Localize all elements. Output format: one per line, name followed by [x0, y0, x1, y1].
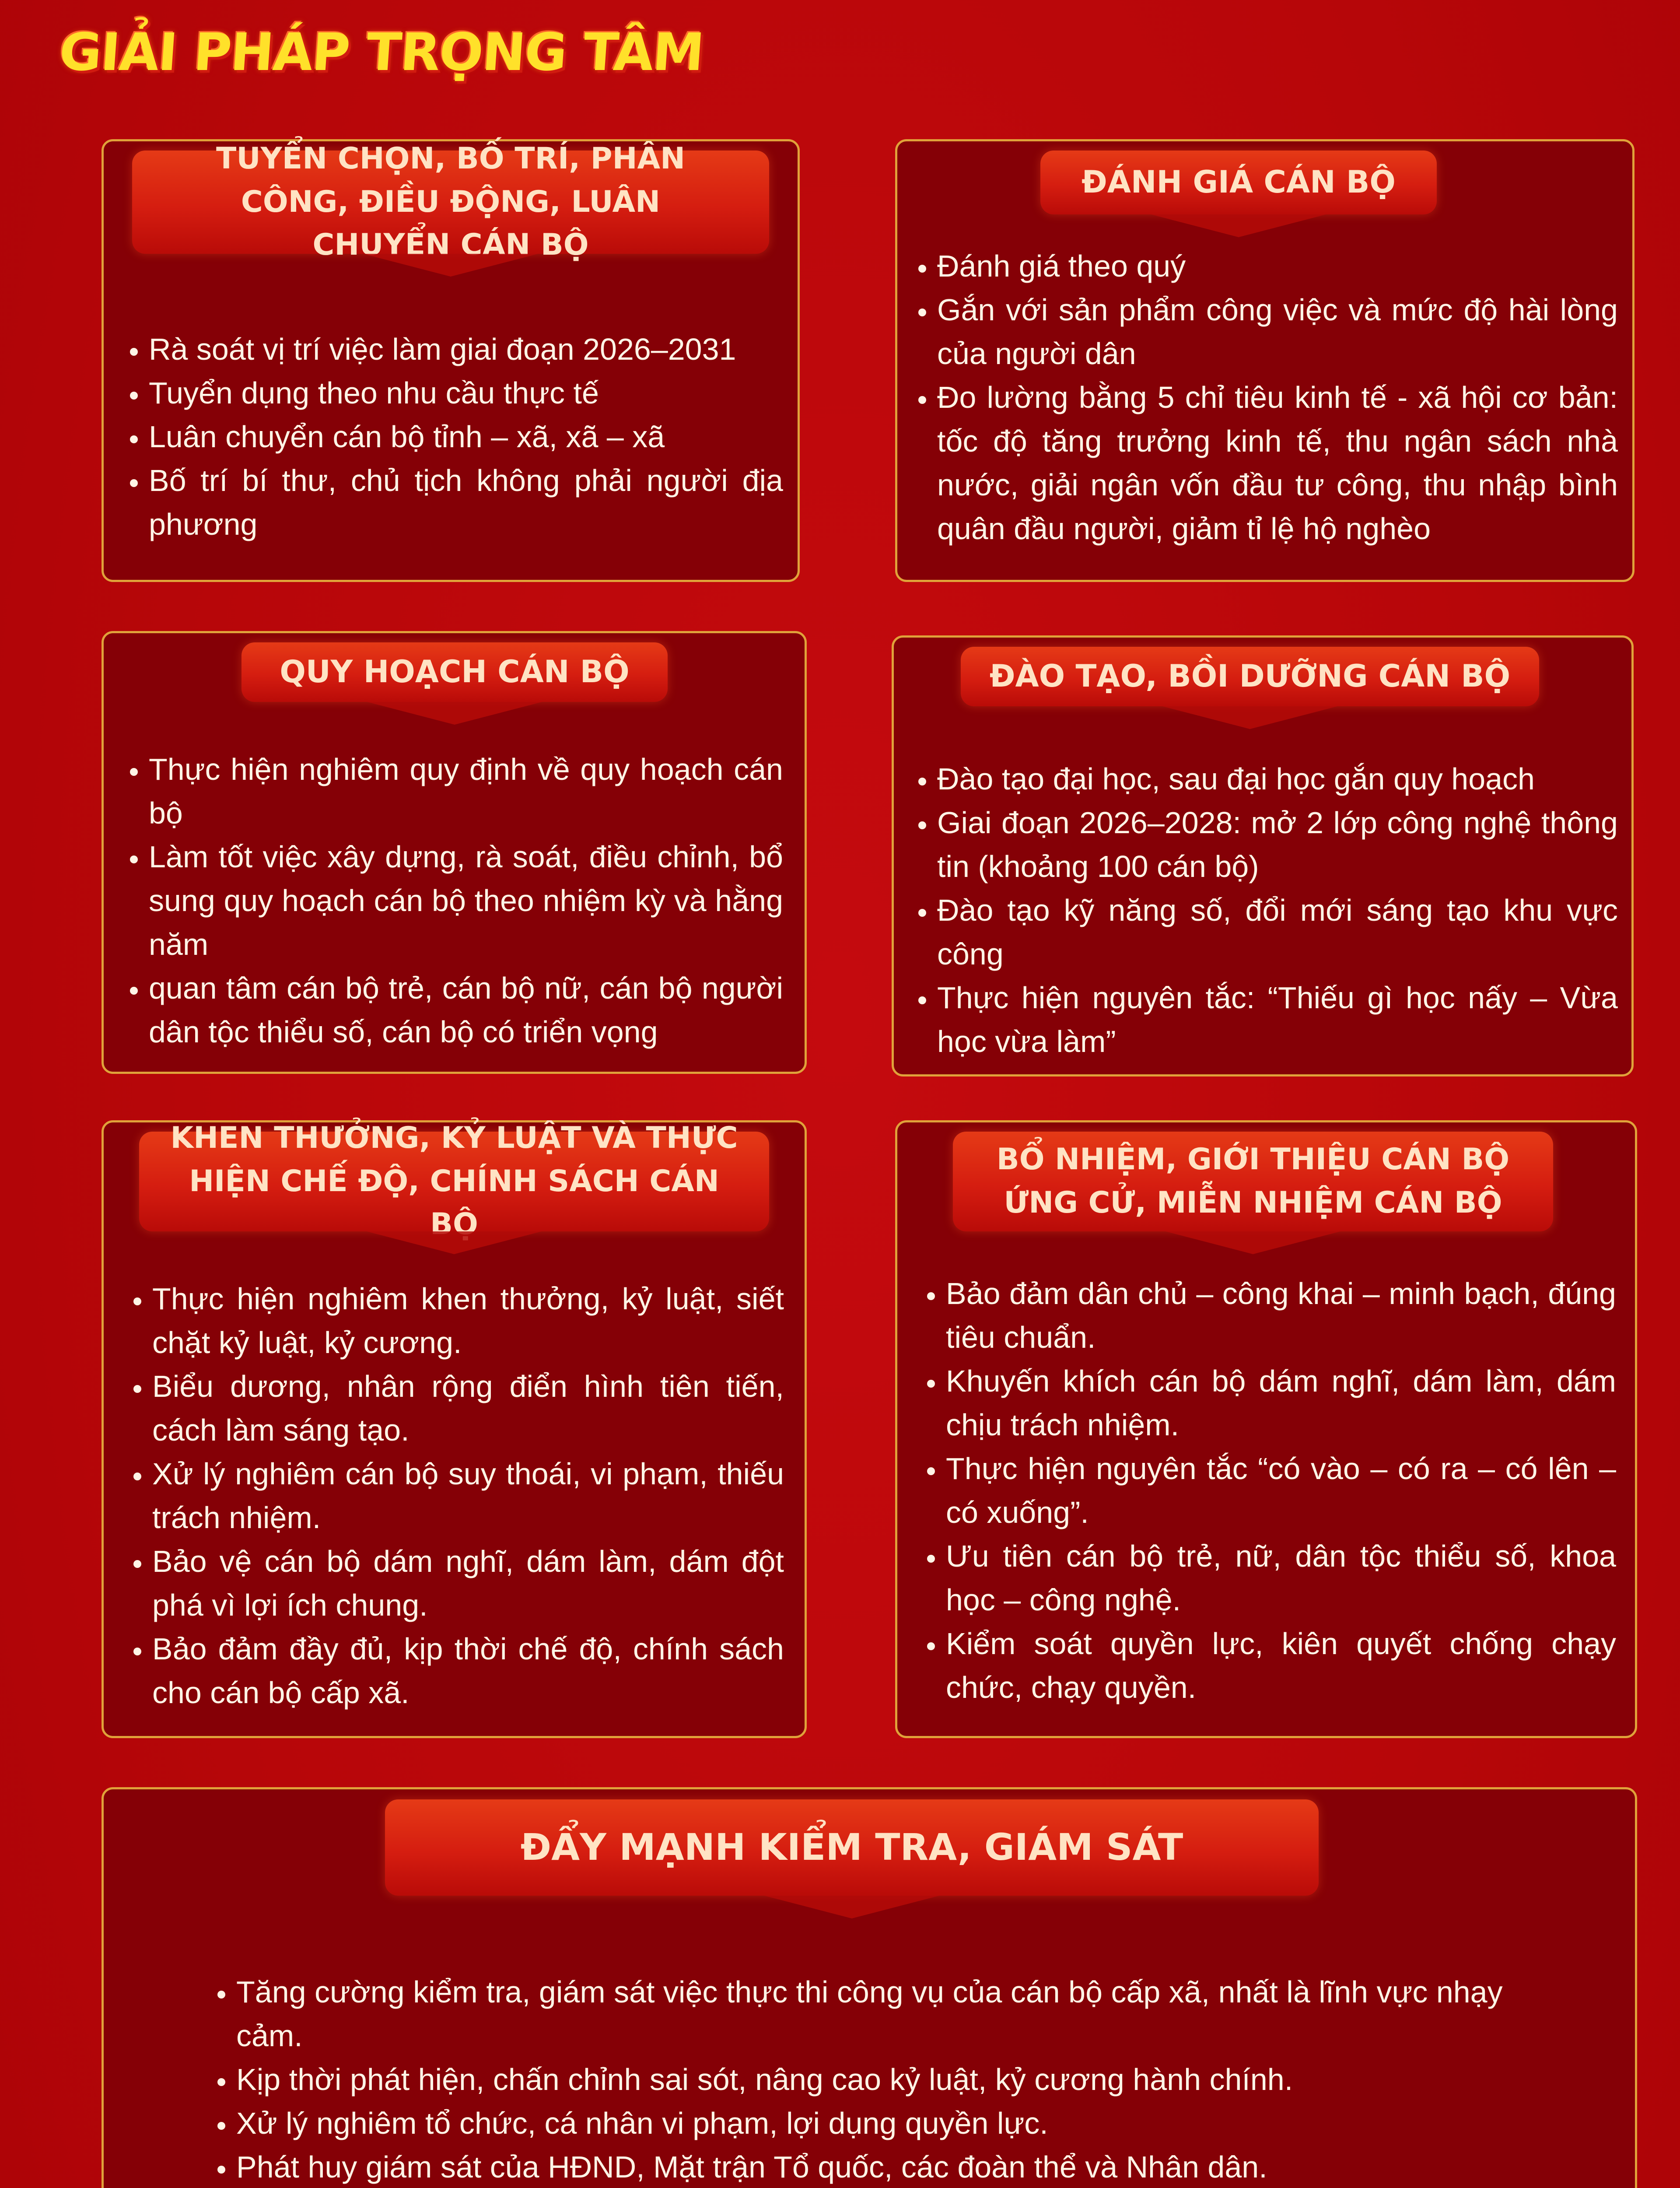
list-item: • Phát huy giám sát của HĐND, Mặt trận Tổ quốc, các đoàn thể và Nhân dân.	[236, 2145, 1575, 2188]
section-heading-planning: QUY HOẠCH CÁN BỘ	[242, 642, 668, 702]
section-heading-inspection: ĐẨY MẠNH KIỂM TRA, GIÁM SÁT	[385, 1799, 1319, 1896]
list-item: • Đo lường bằng 5 chỉ tiêu kinh tế - xã hội cơ bản: tốc độ tăng trưởng kinh tế, thu ngân sách nhà nước, giải ngân vốn đầu tư công, thu nhập bình quân đầu người, giảm tỉ lệ hộ nghèo	[937, 375, 1618, 551]
list-item: • Bảo đảm dân chủ – công khai – minh bạch, đúng tiêu chuẩn.	[946, 1272, 1616, 1359]
list-item: • Xử lý nghiêm cán bộ suy thoái, vi phạm, thiếu trách nhiệm.	[152, 1452, 784, 1539]
list-item: • Bố trí bí thư, chủ tịch không phải người địa phương	[149, 459, 783, 546]
section-heading-appointment: BỔ NHIỆM, GIỚI THIỆU CÁN BỘ ỨNG CỬ, MIỄN NHIỆM CÁN BỘ	[953, 1132, 1553, 1231]
list-item: • Làm tốt việc xây dựng, rà soát, điều chỉnh, bổ sung quy hoạch cán bộ theo nhiệm kỳ và hằng năm	[149, 835, 783, 966]
list-item: • Giai đoạn 2026–2028: mở 2 lớp công nghệ thông tin (khoảng 100 cán bộ)	[937, 801, 1618, 888]
section-list-rewards	[152, 1277, 784, 1715]
section-heading-rewards: KHEN THƯỞNG, KỶ LUẬT VÀ THỰC HIỆN CHẾ ĐỘ, CHÍNH SÁCH CÁN BỘ	[139, 1132, 769, 1231]
list-item: • Rà soát vị trí việc làm giai đoạn 2026–2031	[149, 327, 783, 371]
section-list-inspection	[236, 1970, 1575, 2188]
section-heading-evaluation: ĐÁNH GIÁ CÁN BỘ	[1040, 151, 1437, 214]
list-item: • Thực hiện nghiêm quy định về quy hoạch cán bộ	[149, 747, 783, 835]
list-item: • Biểu dương, nhân rộng điển hình tiên tiến, cách làm sáng tạo.	[152, 1364, 784, 1452]
list-item: • Kiểm soát quyền lực, kiên quyết chống chạy chức, chạy quyền.	[946, 1622, 1616, 1709]
list-item: • Bảo đảm đầy đủ, kịp thời chế độ, chính sách cho cán bộ cấp xã.	[152, 1627, 784, 1715]
page-title: GIẢI PHÁP TRỌNG TÂM	[57, 22, 706, 82]
list-item: • Tăng cường kiểm tra, giám sát việc thực thi công vụ của cán bộ cấp xã, nhất là lĩnh vực nhạy cảm.	[236, 1970, 1575, 2058]
list-item: • Gắn với sản phẩm công việc và mức độ hài lòng của người dân	[937, 288, 1618, 375]
section-list-selection	[149, 327, 783, 546]
list-item: • Ưu tiên cán bộ trẻ, nữ, dân tộc thiểu số, khoa học – công nghệ.	[946, 1534, 1616, 1622]
list-item: • Bảo vệ cán bộ dám nghĩ, dám làm, dám đột phá vì lợi ích chung.	[152, 1539, 784, 1627]
list-item: • Thực hiện nguyên tắc: “Thiếu gì học nấy – Vừa học vừa làm”	[937, 976, 1618, 1063]
list-item: • Kịp thời phát hiện, chấn chỉnh sai sót, nâng cao kỷ luật, kỷ cương hành chính.	[236, 2058, 1575, 2101]
section-list-appointment	[946, 1272, 1616, 1709]
list-item: • Tuyển dụng theo nhu cầu thực tế	[149, 371, 783, 415]
list-item: • Thực hiện nguyên tắc “có vào – có ra – có lên – có xuống”.	[946, 1447, 1616, 1534]
section-heading-selection: TUYỂN CHỌN, BỐ TRÍ, PHÂN CÔNG, ĐIỀU ĐỘNG, LUÂN CHUYỂN CÁN BỘ	[132, 151, 769, 254]
list-item: • Đào tạo đại học, sau đại học gắn quy hoạch	[937, 757, 1618, 801]
list-item: • Xử lý nghiêm tổ chức, cá nhân vi phạm, lợi dụng quyền lực.	[236, 2101, 1575, 2145]
section-list-evaluation	[937, 244, 1618, 551]
list-item: • quan tâm cán bộ trẻ, cán bộ nữ, cán bộ người dân tộc thiểu số, cán bộ có triển vọng	[149, 966, 783, 1054]
list-item: • Đào tạo kỹ năng số, đổi mới sáng tạo khu vực công	[937, 888, 1618, 976]
list-item: • Luân chuyển cán bộ tỉnh – xã, xã – xã	[149, 415, 783, 459]
list-item: • Khuyến khích cán bộ dám nghĩ, dám làm, dám chịu trách nhiệm.	[946, 1359, 1616, 1447]
section-list-planning	[149, 747, 783, 1054]
section-list-training	[937, 757, 1618, 1063]
section-heading-training: ĐÀO TẠO, BỒI DƯỠNG CÁN BỘ	[961, 647, 1539, 706]
list-item: • Thực hiện nghiêm khen thưởng, kỷ luật, siết chặt kỷ luật, kỷ cương.	[152, 1277, 784, 1364]
list-item: • Đánh giá theo quý	[937, 244, 1618, 288]
